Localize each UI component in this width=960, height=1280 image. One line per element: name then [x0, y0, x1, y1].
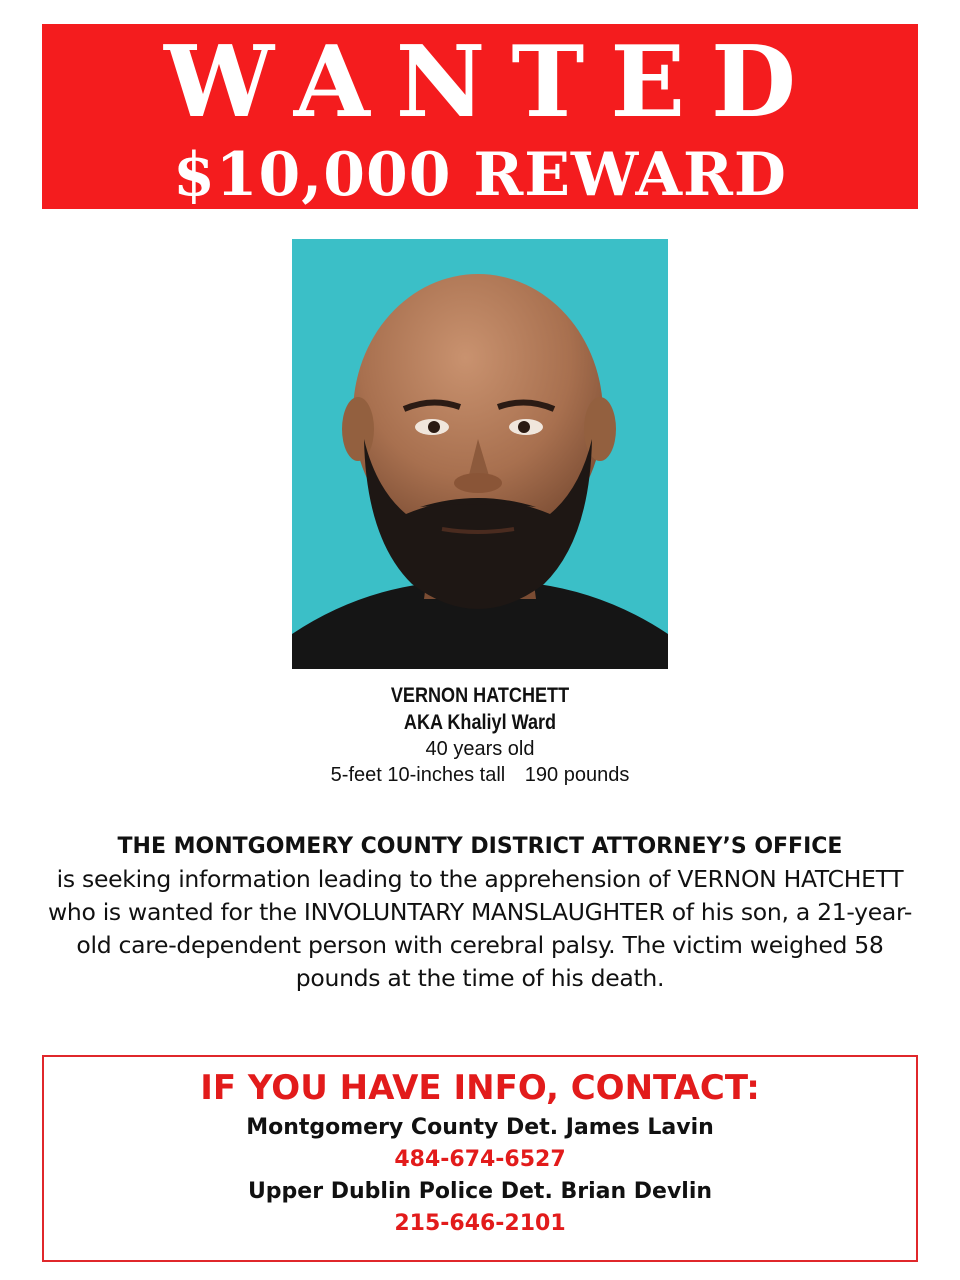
suspect-physical-stats — [0, 762, 960, 788]
suspect-height: 5-feet 10-inches tall — [330, 764, 506, 786]
contact-name: Upper Dublin Police Det. Brian Devlin — [247, 1179, 713, 1204]
suspect-age: 40 years old — [425, 738, 535, 760]
reward-amount: $10,000 REWARD — [173, 140, 787, 210]
suspect-portrait-graphic — [292, 239, 668, 669]
contact-heading: IF YOU HAVE INFO, CONTACT: — [200, 1068, 760, 1108]
contact-name: Montgomery County Det. James Lavin — [246, 1115, 714, 1140]
contact-phone[interactable]: 215-646-2101 — [394, 1211, 566, 1236]
issuing-office: THE MONTGOMERY COUNTY DISTRICT ATTORNEY’S OFFICE — [117, 834, 843, 859]
suspect-alias: AKA Khaliyl Ward — [403, 711, 557, 734]
suspect-details — [0, 682, 960, 788]
suspect-weight: 190 pounds — [524, 764, 630, 786]
notice-body: is seeking information leading to the apprehension of VERNON HATCHETT who is wanted for the INVOLUNTARY MANSLAUGHTER of his son, a 21-year-old care-dependent person with cerebral palsy. The victim weighed 58 pounds at the time of his death. — [47, 865, 913, 992]
contact-phone[interactable]: 484-674-6527 — [394, 1147, 566, 1172]
suspect-photo — [292, 239, 668, 669]
wanted-title: WANTED — [163, 25, 822, 140]
suspect-name: VERNON HATCHETT — [390, 684, 570, 707]
notice-text — [40, 830, 920, 995]
contact-box — [42, 1055, 918, 1262]
wanted-banner — [42, 24, 918, 209]
